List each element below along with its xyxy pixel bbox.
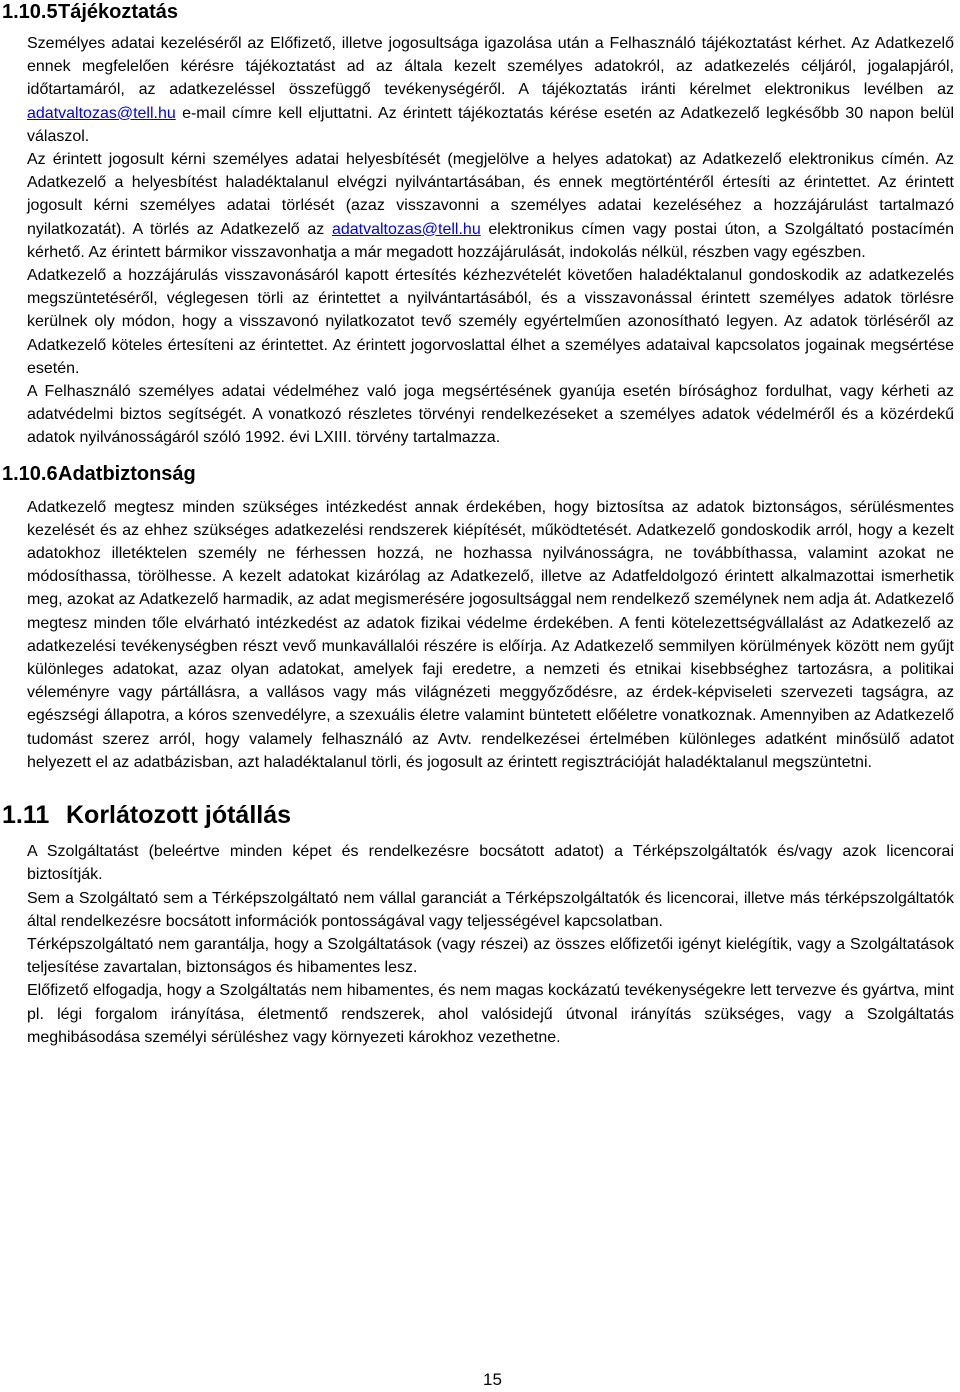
page-number: 15 bbox=[483, 1370, 502, 1389]
section-title: Adatbiztonság bbox=[58, 462, 196, 485]
paragraph-text: Az érintett jogosult kérni személyes adatai helyesbítését (megjelölve a helyes adatokat) az Adatkezelő elektronikus címén. Az Adatkezelő a helyesbítést haladéktalanul elvégzi nyilvántartásában, és ennek megtörténtéről értesíti az érintettet. Az érintett jogosult kérni személyes adatai törlését (azaz visszavonni a személyes adatai kezeléséhez a hozzájárulást tartalmazó nyilatkozatát). A törlés az Adatkezelő az bbox=[27, 151, 954, 238]
paragraph-text: Adatkezelő a hozzájárulás visszavonásáról kapott értesítés kézhezvételét követően haladéktalanul gondoskodik az adatkezelés megszüntetéséről, véglegesen törli az érintettet a nyilvántartásából, és a visszavonással érintett személyes adatok törlésre kerülnek oly módon, hogy a visszavonó nyilatkozatot tevő személy egyértelműen azonosítható legyen. Az adatok törléséről az Adatkezelő köteles értesíteni az érintettet. Az érintett jogorvoslattal élhet a személyes adataival kapcsolatos jogainak megsértése esetén. bbox=[27, 267, 954, 377]
email-link[interactable]: adatvaltozas@tell.hu bbox=[27, 104, 176, 122]
paragraph-text: A Felhasználó személyes adatai védelméhez való joga megsértésének gyanúja esetén bírósághoz fordulhat, vagy kérheti az adatvédelmi biztos segítségét. A vonatkozó részletes törvényi rendelkezéseket a személyes adatok védelméről és a közérdekű adatok nyilvánosságáról szóló 1992. évi LXIII. törvény tartalmazza. bbox=[27, 383, 954, 447]
section-body bbox=[27, 840, 954, 1049]
paragraph bbox=[27, 933, 954, 979]
section-heading-tajekoztatas bbox=[2, 0, 957, 24]
paragraph bbox=[27, 840, 954, 886]
paragraph bbox=[27, 148, 954, 264]
section-title: Korlátozott jótállás bbox=[66, 801, 292, 830]
paragraph-text: Térképszolgáltató nem garantálja, hogy a Szolgáltatások (vagy részei) az összes előfizetői igényt kielégítik, vagy a Szolgáltatások teljesítése zavartalan, biztonságos és hibamentes lesz. bbox=[27, 935, 954, 977]
paragraph bbox=[27, 887, 954, 933]
section-number: 1.11 bbox=[2, 801, 50, 830]
paragraph-text: elektronikus címen vagy postai úton, a Szolgáltató postacímén kérhető. Az érintett bármikor visszavonhatja a már megadott hozzájárulását, indokolás nélkül, részben vagy egészben. bbox=[27, 220, 954, 261]
section-heading-korlatozott-jotallas bbox=[2, 800, 957, 830]
section-body bbox=[27, 496, 954, 774]
paragraph-text: Előfizető elfogadja, hogy a Szolgáltatás nem hibamentes, és nem magas kockázatú tevékenységekre lett tervezve és gyártva, mint pl. légi forgalom irányítása, életmentő rendszerek, ahol valósidejű útvonal irányítás szükséges, vagy a Szolgáltatás meghibásodása személyi sérüléshez vagy környezeti károkhoz vezethetne. bbox=[27, 982, 954, 1046]
email-link[interactable]: adatvaltozas@tell.hu bbox=[331, 220, 481, 238]
section-body bbox=[27, 32, 954, 450]
section-title: Tájékoztatás bbox=[58, 1, 179, 23]
section-number: 1.10.6 bbox=[2, 462, 58, 485]
paragraph-text: e-mail címre kell eljuttatni. Az érintett tájékoztatás kérése esetén az Adatkezelő legkésőbb 30 napon belül válaszol. bbox=[27, 104, 954, 145]
paragraph bbox=[27, 380, 954, 450]
paragraph bbox=[27, 264, 954, 380]
paragraph-text: Személyes adatai kezeléséről az Előfizető, illetve jogosultsága igazolása után a Felhasználó tájékoztatást kérhet. Az Adatkezelő ennek megfelelően kérésre tájékoztatást ad az általa kezelt személyes adatokról, az adatkezelés céljáról, jogalapjáról, időtartamáról, az adatkezeléssel összefüggő tevékenységéről. A tájékoztatás iránti kérelmet elektronikus levélben az bbox=[27, 35, 954, 99]
section-heading-adatbiztonsag bbox=[2, 462, 957, 486]
paragraph bbox=[27, 496, 954, 774]
paragraph-text: Adatkezelő megtesz minden szükséges intézkedést annak érdekében, hogy biztosítsa az adatok biztonságos, sérülésmentes kezelését és az ehhez szükséges adatkezelési rendszerek kiépítését, működtetését. Adatkezelő gondoskodik arról, hogy a kezelt adatokhoz illetéktelen személy ne férhessen hozzá, ne hozhassa nyilvánosságra, ne továbbíthassa, valamint azokat ne módosíthassa, törölhesse. A kezelt adatokat kizárólag az Adatkezelő, illetve az Adatfeldolgozó érintett alkalmazottai ismerhetik meg, azokat az Adatkezelő harmadik, az adat megismerésére jogosultsággal nem rendelkező személynek nem adja át. Adatkezelő megtesz minden tőle elvárható intézkedést az adatok fizikai védelme érdekében. A fenti kötelezettségvállalást az Adatkezelő az adatkezelési tevékenységben részt vevő munkavállalói részére is előírja. Az Adatkezelő semmilyen körülmények között nem gyűjt különleges adatokat, azaz olyan adatokat, amelyek faji eredetre, a nemzeti és etnikai kisebbséghez tartozásra, a politikai véleményre vagy pártállásra, a vallásos vagy más világnézeti meggyőződésre, az érdek-képviseleti szervezeti tagságra, az egészségi állapotra, a kóros szenvedélyre, a szexuális életre valamint büntetett előéletre vonatkoznak. Amennyiben az Adatkezelő tudomást szerez arról, hogy valamely felhasználó az Avtv. rendelkezései értelmében különleges adatként minősülő adatot helyezett el az adatbázisban, azt haladéktalanul törli, és jogosult az érintett regisztrációját haladéktalanul megszüntetni. bbox=[27, 498, 954, 771]
paragraph bbox=[27, 32, 954, 148]
paragraph bbox=[27, 979, 954, 1049]
section-number: 1.10.5 bbox=[2, 1, 58, 23]
paragraph-text: Sem a Szolgáltató sem a Térképszolgáltató nem vállal garanciát a Térképszolgáltatók és licencorai, illetve más térképszolgáltatók által rendelkezésre bocsátott információk pontosságával vagy teljességével kapcsolatban. bbox=[27, 889, 954, 930]
paragraph-text: A Szolgáltatást (beleértve minden képet és rendelkezésre bocsátott adatot) a Térképszolgáltatók és/vagy azok licencorai biztosítják. bbox=[27, 843, 954, 884]
